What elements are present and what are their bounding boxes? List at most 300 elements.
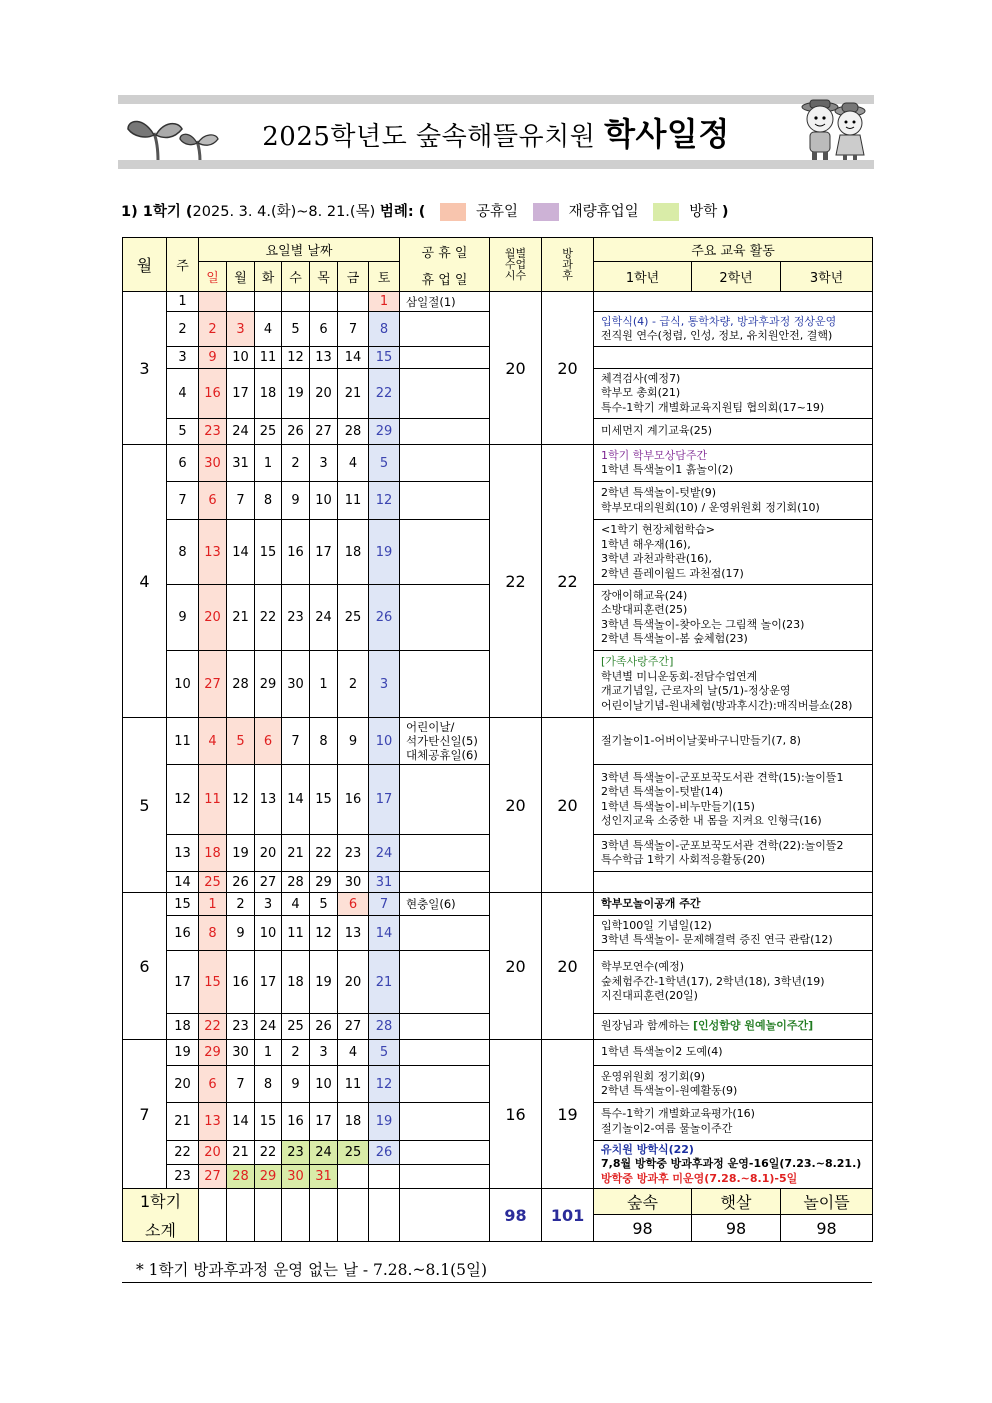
header-holiday-line2: 휴 업 일 (421, 272, 468, 288)
day-cell: 17 (227, 369, 255, 419)
week-row (123, 445, 873, 482)
activity-cell (594, 369, 873, 419)
week-number: 4 (167, 369, 199, 419)
activity-line: 2학년 특색놀이-원예활동(9) (601, 1084, 738, 1097)
subtotal-label-line2: 소계 (145, 1221, 176, 1240)
day-cell: 20 (255, 835, 282, 872)
day-cell: 1 (310, 651, 338, 718)
day-cell: 8 (199, 916, 227, 951)
activity-line: 2학년 특색놀이-봄 숲체험(23) (601, 632, 748, 645)
activity-line: 학부모 총회(21) (601, 386, 681, 400)
holiday-cell (400, 1014, 490, 1040)
subtotal-label (123, 1189, 199, 1242)
holiday-cell (400, 1141, 490, 1165)
day-cell: 22 (255, 1141, 282, 1165)
day-cell: 16 (282, 520, 310, 585)
day-cell: 11 (338, 482, 369, 520)
activity-cell (594, 872, 873, 893)
day-cell: 15 (369, 347, 400, 369)
week-number: 5 (167, 419, 199, 445)
activity-line: 개교기념일, 근로자의 날(5/1)-정상운영 (601, 684, 791, 697)
day-cell: 1 (255, 1040, 282, 1066)
title-emphasis: 학사일정 (604, 115, 730, 153)
day-cell: 24 (310, 585, 338, 651)
day-cell: 25 (338, 585, 369, 651)
day-cell: 20 (199, 1141, 227, 1165)
holiday-line: 어린이날/ (406, 720, 455, 734)
legend-close: ) (721, 204, 729, 220)
month-cell: 3 (123, 292, 167, 445)
activity-cell (594, 1141, 873, 1189)
activity-line: 3학년 특색놀이-군포보꾹도서관 견학(22):놀이뜰2 (601, 838, 844, 852)
activity-line: 1학년 해우재(16), (601, 537, 691, 551)
day-cell: 21 (227, 585, 255, 651)
holiday-cell (400, 347, 490, 369)
holiday-cell (400, 419, 490, 445)
activity-line: 1학기 학부모상담주간 (601, 448, 708, 462)
activity-emphasis: [인성함양 원예놀이주간] (693, 1019, 814, 1033)
activity-cell (594, 718, 873, 765)
day-cell: 27 (199, 1165, 227, 1189)
holiday-cell (400, 585, 490, 651)
week-number: 21 (167, 1103, 199, 1141)
holiday-line: 석가탄신일(5) (406, 734, 478, 748)
day-cell: 28 (282, 872, 310, 893)
day-cell: 30 (338, 872, 369, 893)
holiday-cell (400, 1165, 490, 1189)
day-cell: 1 (369, 292, 400, 312)
empty-cell (227, 1189, 255, 1242)
header-row-1 (123, 238, 873, 262)
empty-cell (282, 1189, 310, 1242)
day-cell: 16 (199, 369, 227, 419)
day-cell: 26 (227, 872, 255, 893)
day-cell: 4 (255, 312, 282, 347)
activity-line: 성인지교육 소중한 내 몸을 지켜요 인형극(16) (601, 814, 822, 827)
day-cell: 28 (338, 419, 369, 445)
holiday-cell (400, 951, 490, 1014)
day-cell: 21 (338, 369, 369, 419)
day-cell: 26 (369, 1141, 400, 1165)
day-cell: 7 (338, 312, 369, 347)
month-cell: 4 (123, 445, 167, 718)
day-cell: 24 (227, 419, 255, 445)
day-cell: 28 (369, 1014, 400, 1040)
title-banner (118, 95, 874, 169)
activity-cell (594, 835, 873, 872)
day-cell: 11 (282, 916, 310, 951)
day-cell: 11 (199, 765, 227, 835)
day-cell: 7 (369, 893, 400, 916)
week-number: 12 (167, 765, 199, 835)
day-cell: 10 (369, 718, 400, 765)
week-number: 7 (167, 482, 199, 520)
activity-line: 학부모놀이공개 주간 (601, 896, 701, 910)
day-cell: 8 (255, 1066, 282, 1103)
activity-line: 방학중 방과후 미운영(7.28.~8.1)-5일 (601, 1171, 798, 1185)
day-cell: 22 (369, 369, 400, 419)
activity-line: 학부모대의원회(10) / 운영위원회 정기회(10) (601, 500, 820, 514)
week-number: 23 (167, 1165, 199, 1189)
header-day-sun: 일 (199, 262, 227, 292)
afterschool-cell: 22 (542, 445, 594, 718)
activity-cell (594, 893, 873, 916)
day-cell: 28 (227, 651, 255, 718)
week-number: 11 (167, 718, 199, 765)
day-cell (338, 292, 369, 312)
day-cell: 9 (282, 1066, 310, 1103)
day-cell: 6 (338, 893, 369, 916)
header-grade-2: 2학년 (692, 262, 781, 292)
holiday-cell (400, 1103, 490, 1141)
day-cell: 20 (199, 585, 227, 651)
subtotal-afterschool: 101 (542, 1189, 594, 1242)
day-cell: 10 (255, 916, 282, 951)
day-cell: 13 (338, 916, 369, 951)
day-cell: 2 (199, 312, 227, 347)
day-cell: 24 (310, 1141, 338, 1165)
week-number: 16 (167, 916, 199, 951)
activity-line: 1학년 특색놀이-비누만들기(15) (601, 799, 755, 813)
holiday-cell (400, 369, 490, 419)
day-cell: 29 (255, 1165, 282, 1189)
day-cell: 5 (227, 718, 255, 765)
activity-line: 입학식(4) - 급식, 통학차량, 방과후과정 정상운영 (601, 314, 837, 328)
week-number: 3 (167, 347, 199, 369)
activity-line: 절기놀이2-여름 물놀이주간 (601, 1121, 733, 1135)
day-cell: 17 (369, 765, 400, 835)
day-cell: 3 (227, 312, 255, 347)
activity-cell (594, 916, 873, 951)
day-cell: 9 (199, 347, 227, 369)
day-cell: 14 (227, 1103, 255, 1141)
semester-range: 2025. 3. 4.(화)~8. 21.(목) (192, 204, 376, 220)
header-month: 월 (123, 238, 167, 292)
day-cell: 6 (199, 482, 227, 520)
activity-line: 소방대피훈련(25) (601, 603, 688, 616)
day-cell: 19 (282, 369, 310, 419)
holiday-cell (400, 872, 490, 893)
header-holiday-line1: 공 휴 일 (421, 245, 468, 261)
day-cell: 11 (255, 347, 282, 369)
day-cell: 18 (255, 369, 282, 419)
day-cell: 2 (282, 1040, 310, 1066)
afterschool-cell: 19 (542, 1040, 594, 1189)
day-cell: 18 (282, 951, 310, 1014)
title-main: 2025학년도 숲속해뜰유치원 (262, 122, 596, 152)
holiday-cell (400, 718, 490, 765)
activity-cell (594, 520, 873, 585)
month-cell: 7 (123, 1040, 167, 1189)
activity-line: 1학년 특색놀이2 도예(4) (601, 1045, 723, 1059)
day-cell: 18 (199, 835, 227, 872)
subtotal-label-line1: 1학기 (139, 1192, 182, 1211)
class-name-haetsal: 햇살 (692, 1189, 781, 1215)
day-cell: 27 (338, 1014, 369, 1040)
day-cell: 23 (282, 585, 310, 651)
activity-cell (594, 651, 873, 718)
day-cell: 5 (369, 445, 400, 482)
activity-cell (594, 765, 873, 835)
activity-line: 지진대피훈련(20일) (601, 989, 698, 1003)
activity-line: <1학기 현장체험학습> (601, 523, 715, 536)
holiday-cell (400, 765, 490, 835)
legend-swatch-vacation (653, 203, 679, 221)
day-cell: 27 (310, 419, 338, 445)
activity-line: 2학년 특색놀이-텃밭(9) (601, 486, 717, 499)
monthly-days-cell: 20 (490, 893, 542, 1040)
day-cell: 17 (310, 520, 338, 585)
activity-line: 학년별 미니운동회-전담수업연계 (601, 669, 758, 683)
day-cell: 14 (227, 520, 255, 585)
activity-line: 유치원 방학식(22) (601, 1142, 694, 1156)
day-cell: 21 (369, 951, 400, 1014)
day-cell: 22 (255, 585, 282, 651)
activity-line: 3학년 특색놀이-찾아오는 그림책 놀이(23) (601, 617, 805, 631)
day-cell: 10 (310, 1066, 338, 1103)
day-cell: 8 (255, 482, 282, 520)
day-cell: 3 (310, 1040, 338, 1066)
day-cell: 31 (227, 445, 255, 482)
week-number: 17 (167, 951, 199, 1014)
legend-vacation: 방학 (689, 204, 718, 220)
subtotal-monthly: 98 (490, 1189, 542, 1242)
week-number: 18 (167, 1014, 199, 1040)
header-week: 주 (167, 238, 199, 292)
activity-cell (594, 1103, 873, 1141)
semester-label: 1) 1학기 ( (121, 204, 193, 220)
day-cell: 2 (282, 445, 310, 482)
day-cell: 13 (310, 347, 338, 369)
day-cell: 9 (282, 482, 310, 520)
legend-holiday: 공휴일 (475, 204, 518, 220)
header-day-mon: 월 (227, 262, 255, 292)
day-cell: 12 (310, 916, 338, 951)
day-cell: 1 (255, 445, 282, 482)
day-cell: 3 (255, 893, 282, 916)
day-cell: 10 (227, 347, 255, 369)
activity-line: 특수-1학기 개별화교육평가(16) (601, 1107, 755, 1120)
day-cell: 12 (369, 482, 400, 520)
day-cell: 22 (310, 835, 338, 872)
day-cell: 16 (338, 765, 369, 835)
day-cell: 27 (255, 872, 282, 893)
activity-cell (594, 482, 873, 520)
day-cell (310, 292, 338, 312)
day-cell (255, 292, 282, 312)
holiday-cell (400, 312, 490, 347)
activity-line: 어린이날기념-원내체험(방과후시간):매직버블쇼(28) (601, 698, 853, 712)
week-number: 8 (167, 520, 199, 585)
class-value-haetsal: 98 (692, 1215, 781, 1242)
empty-cell (255, 1189, 282, 1242)
day-cell: 3 (310, 445, 338, 482)
day-cell: 2 (227, 893, 255, 916)
activity-line: 2학년 플레이월드 과천점(17) (601, 566, 744, 580)
day-cell: 7 (227, 1066, 255, 1103)
header-day-wed: 수 (282, 262, 310, 292)
day-cell: 23 (282, 1141, 310, 1165)
day-cell: 13 (199, 1103, 227, 1141)
activity-cell (594, 951, 873, 1014)
day-cell: 7 (282, 718, 310, 765)
day-cell: 18 (338, 1103, 369, 1141)
holiday-cell (400, 1040, 490, 1066)
day-cell: 31 (369, 872, 400, 893)
day-cell: 4 (282, 893, 310, 916)
holiday-cell (400, 916, 490, 951)
day-cell: 6 (310, 312, 338, 347)
day-cell: 27 (199, 651, 227, 718)
holiday-cell (400, 651, 490, 718)
holiday-cell (400, 1066, 490, 1103)
week-row (123, 1040, 873, 1066)
week-row (123, 893, 873, 916)
activity-line: 절기놀이1-어버이날꽃바구니만들기(7, 8) (601, 733, 801, 747)
header-afterschool: 방과후 (542, 238, 594, 292)
week-number: 20 (167, 1066, 199, 1103)
day-cell: 4 (338, 1040, 369, 1066)
activity-line: 1학년 특색놀이1 흙놀이(2) (601, 463, 734, 476)
holiday-line: 대체공휴일(6) (406, 748, 478, 762)
day-cell: 25 (338, 1141, 369, 1165)
day-cell: 6 (199, 1066, 227, 1103)
day-cell: 5 (282, 312, 310, 347)
semester-legend-line (121, 200, 729, 221)
children-illustration-icon (798, 97, 870, 165)
day-cell (282, 292, 310, 312)
header-day-sat: 토 (369, 262, 400, 292)
activity-cell (594, 292, 873, 312)
week-number: 13 (167, 835, 199, 872)
day-cell: 9 (338, 718, 369, 765)
activity-cell (594, 585, 873, 651)
subtotal-row (123, 1189, 873, 1215)
footnote: * 1학기 방과후과정 운영 없는 날 - 7.28.~8.1(5일) (136, 1261, 488, 1279)
holiday-cell (400, 445, 490, 482)
week-row (123, 718, 873, 765)
page-title (118, 109, 874, 155)
activity-cell (594, 1066, 873, 1103)
day-cell: 13 (255, 765, 282, 835)
day-cell: 2 (338, 651, 369, 718)
day-cell: 21 (282, 835, 310, 872)
afterschool-cell: 20 (542, 718, 594, 893)
day-cell: 9 (227, 916, 255, 951)
day-cell: 23 (199, 419, 227, 445)
activity-cell (594, 445, 873, 482)
day-cell: 30 (282, 651, 310, 718)
day-cell: 17 (310, 1103, 338, 1141)
monthly-days-cell: 20 (490, 718, 542, 893)
day-cell: 12 (282, 347, 310, 369)
class-value-sup: 98 (594, 1215, 692, 1242)
day-cell: 29 (369, 419, 400, 445)
month-cell: 6 (123, 893, 167, 1040)
day-cell: 20 (310, 369, 338, 419)
day-cell: 5 (369, 1040, 400, 1066)
day-cell: 26 (369, 585, 400, 651)
afterschool-cell: 20 (542, 893, 594, 1040)
day-cell: 18 (338, 520, 369, 585)
day-cell (227, 292, 255, 312)
week-number: 14 (167, 872, 199, 893)
legend-discretionary: 재량휴업일 (568, 204, 639, 220)
day-cell: 29 (199, 1040, 227, 1066)
day-cell: 8 (369, 312, 400, 347)
holiday-cell (400, 520, 490, 585)
day-cell: 28 (227, 1165, 255, 1189)
day-cell: 16 (282, 1103, 310, 1141)
activity-cell (594, 312, 873, 347)
day-cell: 15 (255, 1103, 282, 1141)
day-cell (199, 292, 227, 312)
day-cell: 13 (199, 520, 227, 585)
day-cell: 20 (338, 951, 369, 1014)
activity-line: 미세먼지 계기교육(25) (601, 424, 713, 438)
day-cell: 14 (369, 916, 400, 951)
day-cell: 25 (199, 872, 227, 893)
activity-line: 운영위원회 정기회(9) (601, 1069, 706, 1083)
week-number: 15 (167, 893, 199, 916)
day-cell: 19 (227, 835, 255, 872)
day-cell: 22 (199, 1014, 227, 1040)
day-cell: 30 (227, 1040, 255, 1066)
header-dates: 요일별 날짜 (199, 238, 400, 262)
day-cell: 23 (338, 835, 369, 872)
day-cell: 14 (338, 347, 369, 369)
day-cell: 23 (227, 1014, 255, 1040)
activity-line: 학부모연수(예정) (601, 960, 684, 974)
activity-line: 특수학급 1학기 사회적응활동(20) (601, 853, 766, 866)
activity-line (601, 1019, 868, 1034)
activity-line: 3학년 특색놀이-군포보꾹도서관 견학(15):놀이뜰1 (601, 770, 844, 784)
activity-line: 전직원 연수(청렴, 인성, 정보, 유치원안전, 결핵) (601, 329, 833, 342)
header-grade-3: 3학년 (781, 262, 873, 292)
day-cell: 15 (199, 951, 227, 1014)
class-name-sup: 숲속 (594, 1189, 692, 1215)
header-grade-1: 1학년 (594, 262, 692, 292)
day-cell: 5 (310, 893, 338, 916)
activity-cell (594, 1040, 873, 1066)
day-cell: 19 (369, 1103, 400, 1141)
header-activities: 주요 교육 활동 (594, 238, 873, 262)
title-band-top (118, 95, 874, 104)
afterschool-cell: 20 (542, 292, 594, 445)
header-monthly-days: 월별수업시수 (490, 238, 542, 292)
header-day-fri: 금 (338, 262, 369, 292)
day-cell: 21 (227, 1141, 255, 1165)
day-cell: 4 (338, 445, 369, 482)
day-cell: 17 (255, 951, 282, 1014)
day-cell: 14 (282, 765, 310, 835)
activity-line: 특수-1학기 개별화교육지원팀 협의회(17~19) (601, 400, 825, 414)
activity-line: 숲체험주간-1학년(17), 2학년(18), 3학년(19) (601, 974, 825, 988)
day-cell (369, 1165, 400, 1189)
header-day-thu: 목 (310, 262, 338, 292)
day-cell: 26 (310, 1014, 338, 1040)
empty-cell (199, 1189, 227, 1242)
day-cell: 25 (255, 419, 282, 445)
day-cell: 1 (199, 893, 227, 916)
holiday-cell (400, 482, 490, 520)
day-cell: 19 (310, 951, 338, 1014)
day-cell: 16 (227, 951, 255, 1014)
class-name-noriddeul: 놀이뜰 (781, 1189, 873, 1215)
day-cell: 6 (255, 718, 282, 765)
activity-line: 7,8월 방학중 방과후과정 운영-16일(7.23.~8.21.) (601, 1157, 862, 1171)
month-cell: 5 (123, 718, 167, 893)
